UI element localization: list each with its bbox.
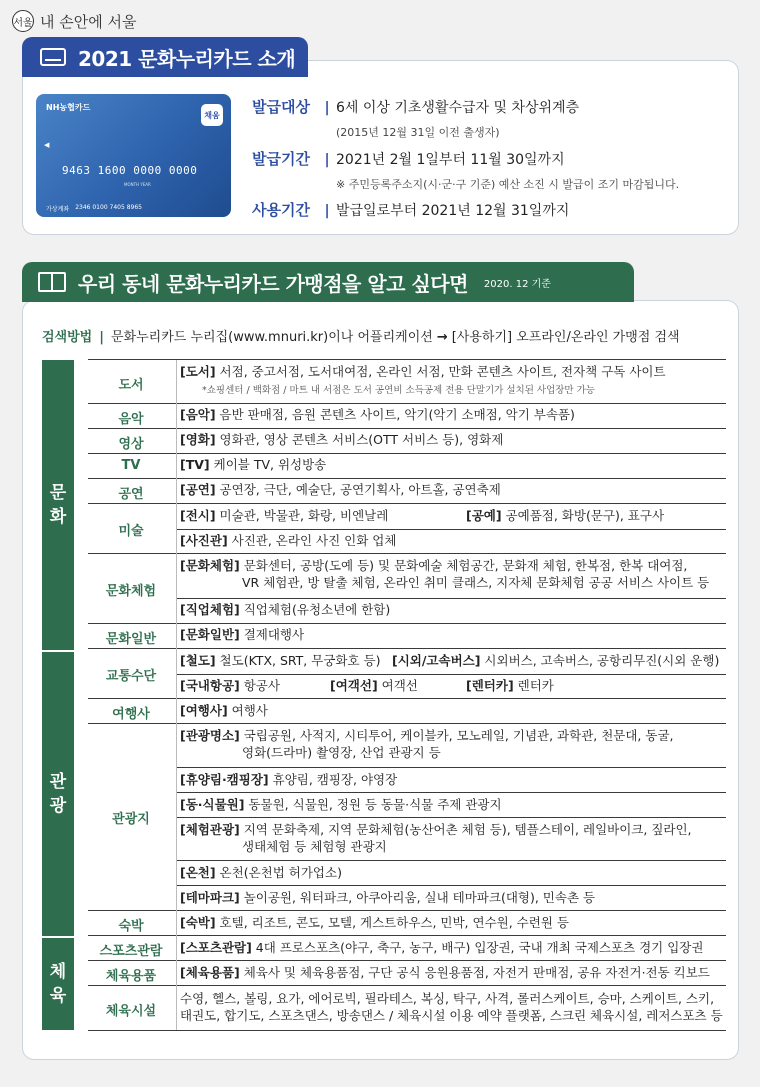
- merchant-title: 우리 동네 문화누리카드 가맹점을 알고 싶다면: [78, 271, 468, 296]
- category-char: 화: [49, 507, 67, 527]
- row-tag: [문화일반]: [180, 627, 240, 642]
- row-sports-view: [180, 939, 703, 956]
- subcat-sukbak: 숙박: [118, 919, 144, 934]
- row-tag: [스포츠관람]: [180, 940, 252, 955]
- row-text: 휴양림, 캠핑장, 야영장: [268, 772, 398, 787]
- row-tag: [전시]: [180, 508, 216, 523]
- table-rule: [88, 503, 726, 504]
- row-yeohaeng: [180, 702, 268, 719]
- row-tag: [체험관광]: [180, 822, 240, 837]
- table-rule: [176, 860, 726, 861]
- info-label: 사용기간: [252, 201, 310, 219]
- row-misul-2: [466, 507, 664, 524]
- table-rule: [88, 910, 726, 911]
- row-tag: [공연]: [180, 482, 216, 497]
- subcat-gwangwang: 관광지: [112, 812, 150, 827]
- subcat-yeohaeng: 여행사: [112, 707, 150, 722]
- card-number: 9463 1600 0000 0000: [62, 164, 198, 177]
- row-text: 시외버스, 고속버스, 공항리무진(시외 운행): [480, 653, 720, 668]
- table-rule: [176, 817, 726, 818]
- row-munhwa-il: [180, 626, 304, 643]
- row-tag: [체육용품]: [180, 965, 240, 980]
- category-char: 문: [49, 483, 67, 503]
- row-gwangwang-1: [180, 727, 674, 761]
- table-rule: [88, 403, 726, 404]
- table-rule: [176, 767, 726, 768]
- info-eligibility: [252, 96, 579, 117]
- row-text: 서점, 중고서점, 도서대여점, 온라인 서점, 만화 콘텐츠 사이트, 전자책 구독 사이트: [215, 364, 666, 379]
- row-text: 체육사 및 체육용품점, 구단 공식 응원용품점, 자전거 판매점, 공유 자전거·전동 킥보드: [239, 965, 710, 980]
- row-tag: [시외/고속버스]: [392, 653, 481, 668]
- row-tag: [휴양림·캠핑장]: [180, 772, 269, 787]
- subcat-yeongsang: 영상: [118, 437, 144, 452]
- table-rule: [88, 553, 726, 554]
- table-rule: [88, 428, 726, 429]
- row-text: 미술관, 박물관, 화랑, 비엔날레: [215, 508, 389, 523]
- search-separator: |: [99, 330, 104, 345]
- category-char: 관: [49, 772, 67, 792]
- row-gyotong-2: [392, 652, 719, 669]
- row-tag: [공예]: [466, 508, 502, 523]
- row-gyotong-3: [180, 677, 280, 694]
- subcat-doseo: 도서: [118, 378, 144, 393]
- row-text: 온천(온천법 허가업소): [215, 865, 342, 880]
- row-text: 철도(KTX, SRT, 무궁화호 등): [215, 653, 381, 668]
- row-gwangwang-2: [180, 771, 397, 788]
- row-gwangwang-4: [180, 821, 692, 855]
- row-sports-goods: [180, 964, 710, 981]
- subcat-sports-goods: 체육용품: [105, 969, 157, 984]
- merchant-date: 2020. 12 기준: [483, 278, 551, 290]
- info-issue-period: [252, 148, 565, 169]
- merchant-header: [22, 262, 634, 302]
- row-gyotong-4: [330, 677, 418, 694]
- row-gongyeon: [180, 481, 501, 498]
- row-gwangwang-5: [180, 864, 342, 881]
- info-eligibility-note: (2015년 12월 31일 이전 출생자): [336, 126, 500, 139]
- row-munhwa-che-1: [180, 557, 709, 591]
- subcat-munhwa-che: 문화체험: [105, 584, 157, 599]
- info-label: 발급기간: [252, 150, 310, 168]
- row-gyotong-5: [466, 677, 554, 694]
- table-rule: [88, 359, 726, 360]
- row-tag: [사진관]: [180, 533, 228, 548]
- column-divider: [176, 360, 177, 1030]
- category-tourism: [42, 652, 74, 936]
- card-account: [46, 204, 142, 213]
- row-text: 케이블 TV, 위성방송: [209, 457, 327, 472]
- row-tag: [여객선]: [330, 678, 378, 693]
- search-method: [42, 326, 680, 345]
- row-tag: [여행사]: [180, 703, 228, 718]
- row-text: 렌터카: [513, 678, 554, 693]
- search-text-1: 문화누리카드 누리집(www.mnuri.kr)이나 어플리케이션: [110, 330, 433, 345]
- nh-card-image: [36, 94, 231, 217]
- row-gwangwang-3: [180, 796, 502, 813]
- row-note: *쇼핑센터 / 백화점 / 마트 내 서점은 도서 공연비 소득공제 전용 단말기가 설치된 사업장만 가능: [202, 385, 595, 396]
- row-text: 항공사: [239, 678, 280, 693]
- row-doseo: [180, 363, 666, 399]
- row-tag: [국내항공]: [180, 678, 240, 693]
- subcat-eumak: 음악: [118, 412, 144, 427]
- row-text: 사진관, 온라인 사진 인화 업체: [227, 533, 397, 548]
- subcat-gongyeon: 공연: [118, 487, 144, 502]
- info-separator: |: [324, 152, 330, 168]
- table-rule: [176, 598, 726, 599]
- table-rule: [88, 723, 726, 724]
- row-text: 놀이공원, 워터파크, 아쿠아리움, 실내 테마파크(대형), 민속촌 등: [239, 890, 596, 905]
- search-label: 검색방법: [42, 330, 93, 345]
- row-sukbak: [180, 914, 569, 931]
- row-tag: [도서]: [180, 364, 216, 379]
- row-tag: [영화]: [180, 432, 216, 447]
- row-tag: [직업체험]: [180, 602, 240, 617]
- info-usage-period: [252, 199, 569, 220]
- row-tag: [문화체험]: [180, 558, 240, 573]
- row-tv: [180, 456, 326, 473]
- info-issue-note: ※ 주민등록주소지(시·군·구 기준) 예산 소진 시 발급이 조기 마감됩니다.: [336, 178, 680, 191]
- row-tag: [관광명소]: [180, 728, 240, 743]
- row-text: 동물원, 식물원, 정원 등 동물·식물 주제 관광지: [244, 797, 502, 812]
- table-rule: [176, 674, 726, 675]
- category-char: 육: [49, 986, 67, 1006]
- card-valid: MONTH YEAR: [124, 182, 151, 187]
- table-rule: [88, 960, 726, 961]
- card-account-label: 가상계좌: [46, 206, 70, 213]
- table-rule: [88, 698, 726, 699]
- row-tag: [숙박]: [180, 915, 216, 930]
- seoul-logo-text: 내 손안에 서울: [40, 12, 137, 31]
- subcat-gyotong: 교통수단: [105, 669, 157, 684]
- table-rule: [88, 935, 726, 936]
- row-text: 음반 판매점, 음원 콘텐츠 사이트, 악기(악기 소매점, 악기 부속품): [215, 407, 575, 422]
- card-account-number: 2346 0100 7405 8965: [75, 204, 142, 211]
- info-text: 발급일로부터 2021년 12월 31일까지: [336, 203, 570, 219]
- row-text: 직업체험(유청소년에 한함): [239, 602, 391, 617]
- row-tag: [TV]: [180, 457, 210, 472]
- info-separator: |: [324, 100, 330, 116]
- book-icon: [38, 272, 66, 292]
- category-sports: [42, 938, 74, 1030]
- category-char: 체: [49, 962, 67, 982]
- row-text: 문화센터, 공방(도예 등) 및 문화예술 체험공간, 문화재 체험, 한복점, 한복 대여점,: [239, 558, 688, 573]
- table-rule: [88, 1030, 726, 1031]
- row-text-cont: 생태체험 등 체험형 관광지: [242, 839, 387, 854]
- row-text: 4대 프로스포츠(야구, 축구, 농구, 배구) 입장권, 국내 개최 국제스포츠 경기 입장권: [251, 940, 704, 955]
- row-yeongsang: [180, 431, 503, 448]
- row-text-cont: VR 체험관, 방 탈출 체험, 온라인 취미 클래스, 지자체 문화체험 공공 서비스 사이트 등: [242, 575, 710, 590]
- table-rule: [176, 529, 726, 530]
- row-tag: [철도]: [180, 653, 216, 668]
- seoul-logo: [12, 10, 136, 32]
- row-tag: [동·식물원]: [180, 797, 245, 812]
- row-tag: [테마파크]: [180, 890, 240, 905]
- row-gyotong-1: [180, 652, 380, 669]
- row-misul-3: [180, 532, 396, 549]
- row-text: 국립공원, 사적지, 시티투어, 케이블카, 모노레일, 기념관, 과학관, 천문대, 동굴,: [239, 728, 674, 743]
- row-text: 여행사: [227, 703, 268, 718]
- row-gwangwang-6: [180, 889, 595, 906]
- table-rule: [176, 885, 726, 886]
- table-rule: [176, 792, 726, 793]
- card-intro-title: 2021 문화누리카드 소개: [78, 46, 296, 71]
- row-sports-fac: [180, 990, 723, 1024]
- subcat-tv: TV: [121, 458, 141, 473]
- card-brand: NH농협카드: [46, 103, 91, 112]
- subcat-misul: 미술: [118, 524, 144, 539]
- row-text: 지역 문화축제, 지역 문화체험(농산어촌 체험 등), 템플스테이, 레일바이크, 짚라인,: [239, 822, 692, 837]
- row-munhwa-che-2: [180, 601, 390, 618]
- subcat-sports-view: 스포츠관람: [99, 944, 163, 959]
- row-text: 태권도, 합기도, 스포츠댄스, 방송댄스 / 체육시설 이용 예약 플랫폼, 스크린 체육시설, 레저스포츠 등: [180, 1008, 723, 1023]
- category-culture: [42, 360, 74, 650]
- subcat-sports-fac: 체육시설: [105, 1004, 157, 1019]
- category-char: 광: [49, 796, 67, 816]
- table-rule: [88, 453, 726, 454]
- subcat-munhwa-il: 문화일반: [105, 632, 157, 647]
- table-rule: [88, 985, 726, 986]
- info-text: 6세 이상 기초생활수급자 및 차상위계층: [336, 100, 580, 116]
- band-divider: [42, 936, 74, 938]
- row-text-cont: 영화(드라마) 촬영장, 산업 관광지 등: [242, 745, 441, 760]
- row-text: 호텔, 리조트, 콘도, 모텔, 게스트하우스, 민박, 연수원, 수련원 등: [215, 915, 569, 930]
- search-text-2: [사용하기] 오프라인/온라인 가맹점 검색: [451, 330, 680, 345]
- row-text: 여객선: [377, 678, 418, 693]
- card-badge: 채움: [201, 104, 223, 126]
- row-text: 공연장, 극단, 예술단, 공연기획사, 아트홀, 공연축제: [215, 482, 501, 497]
- info-text: 2021년 2월 1일부터 11월 30일까지: [336, 152, 565, 168]
- info-separator: |: [324, 203, 330, 219]
- row-tag: [온천]: [180, 865, 216, 880]
- seoul-logo-mark: 서울: [12, 10, 34, 32]
- arrow-right-icon: →: [436, 330, 448, 345]
- table-rule: [88, 648, 726, 649]
- row-tag: [음악]: [180, 407, 216, 422]
- row-eumak: [180, 406, 575, 423]
- row-text: 수영, 헬스, 볼링, 요가, 에어로빅, 필라테스, 복싱, 탁구, 사격, 롤러스케이트, 승마, 스케이트, 스키,: [180, 991, 715, 1006]
- credit-card-icon: [40, 48, 66, 66]
- card-intro-header: [22, 37, 308, 77]
- row-text: 영화관, 영상 콘텐츠 서비스(OTT 서비스 등), 영화제: [215, 432, 504, 447]
- card-arrow-icon: ◀: [44, 141, 50, 149]
- table-rule: [88, 623, 726, 624]
- row-text: 결제대행사: [239, 627, 305, 642]
- row-tag: [렌터카]: [466, 678, 514, 693]
- band-divider: [42, 650, 74, 652]
- table-rule: [88, 478, 726, 479]
- info-label: 발급대상: [252, 98, 310, 116]
- row-misul-1: [180, 507, 388, 524]
- row-text: 공예품점, 화방(문구), 표구사: [501, 508, 665, 523]
